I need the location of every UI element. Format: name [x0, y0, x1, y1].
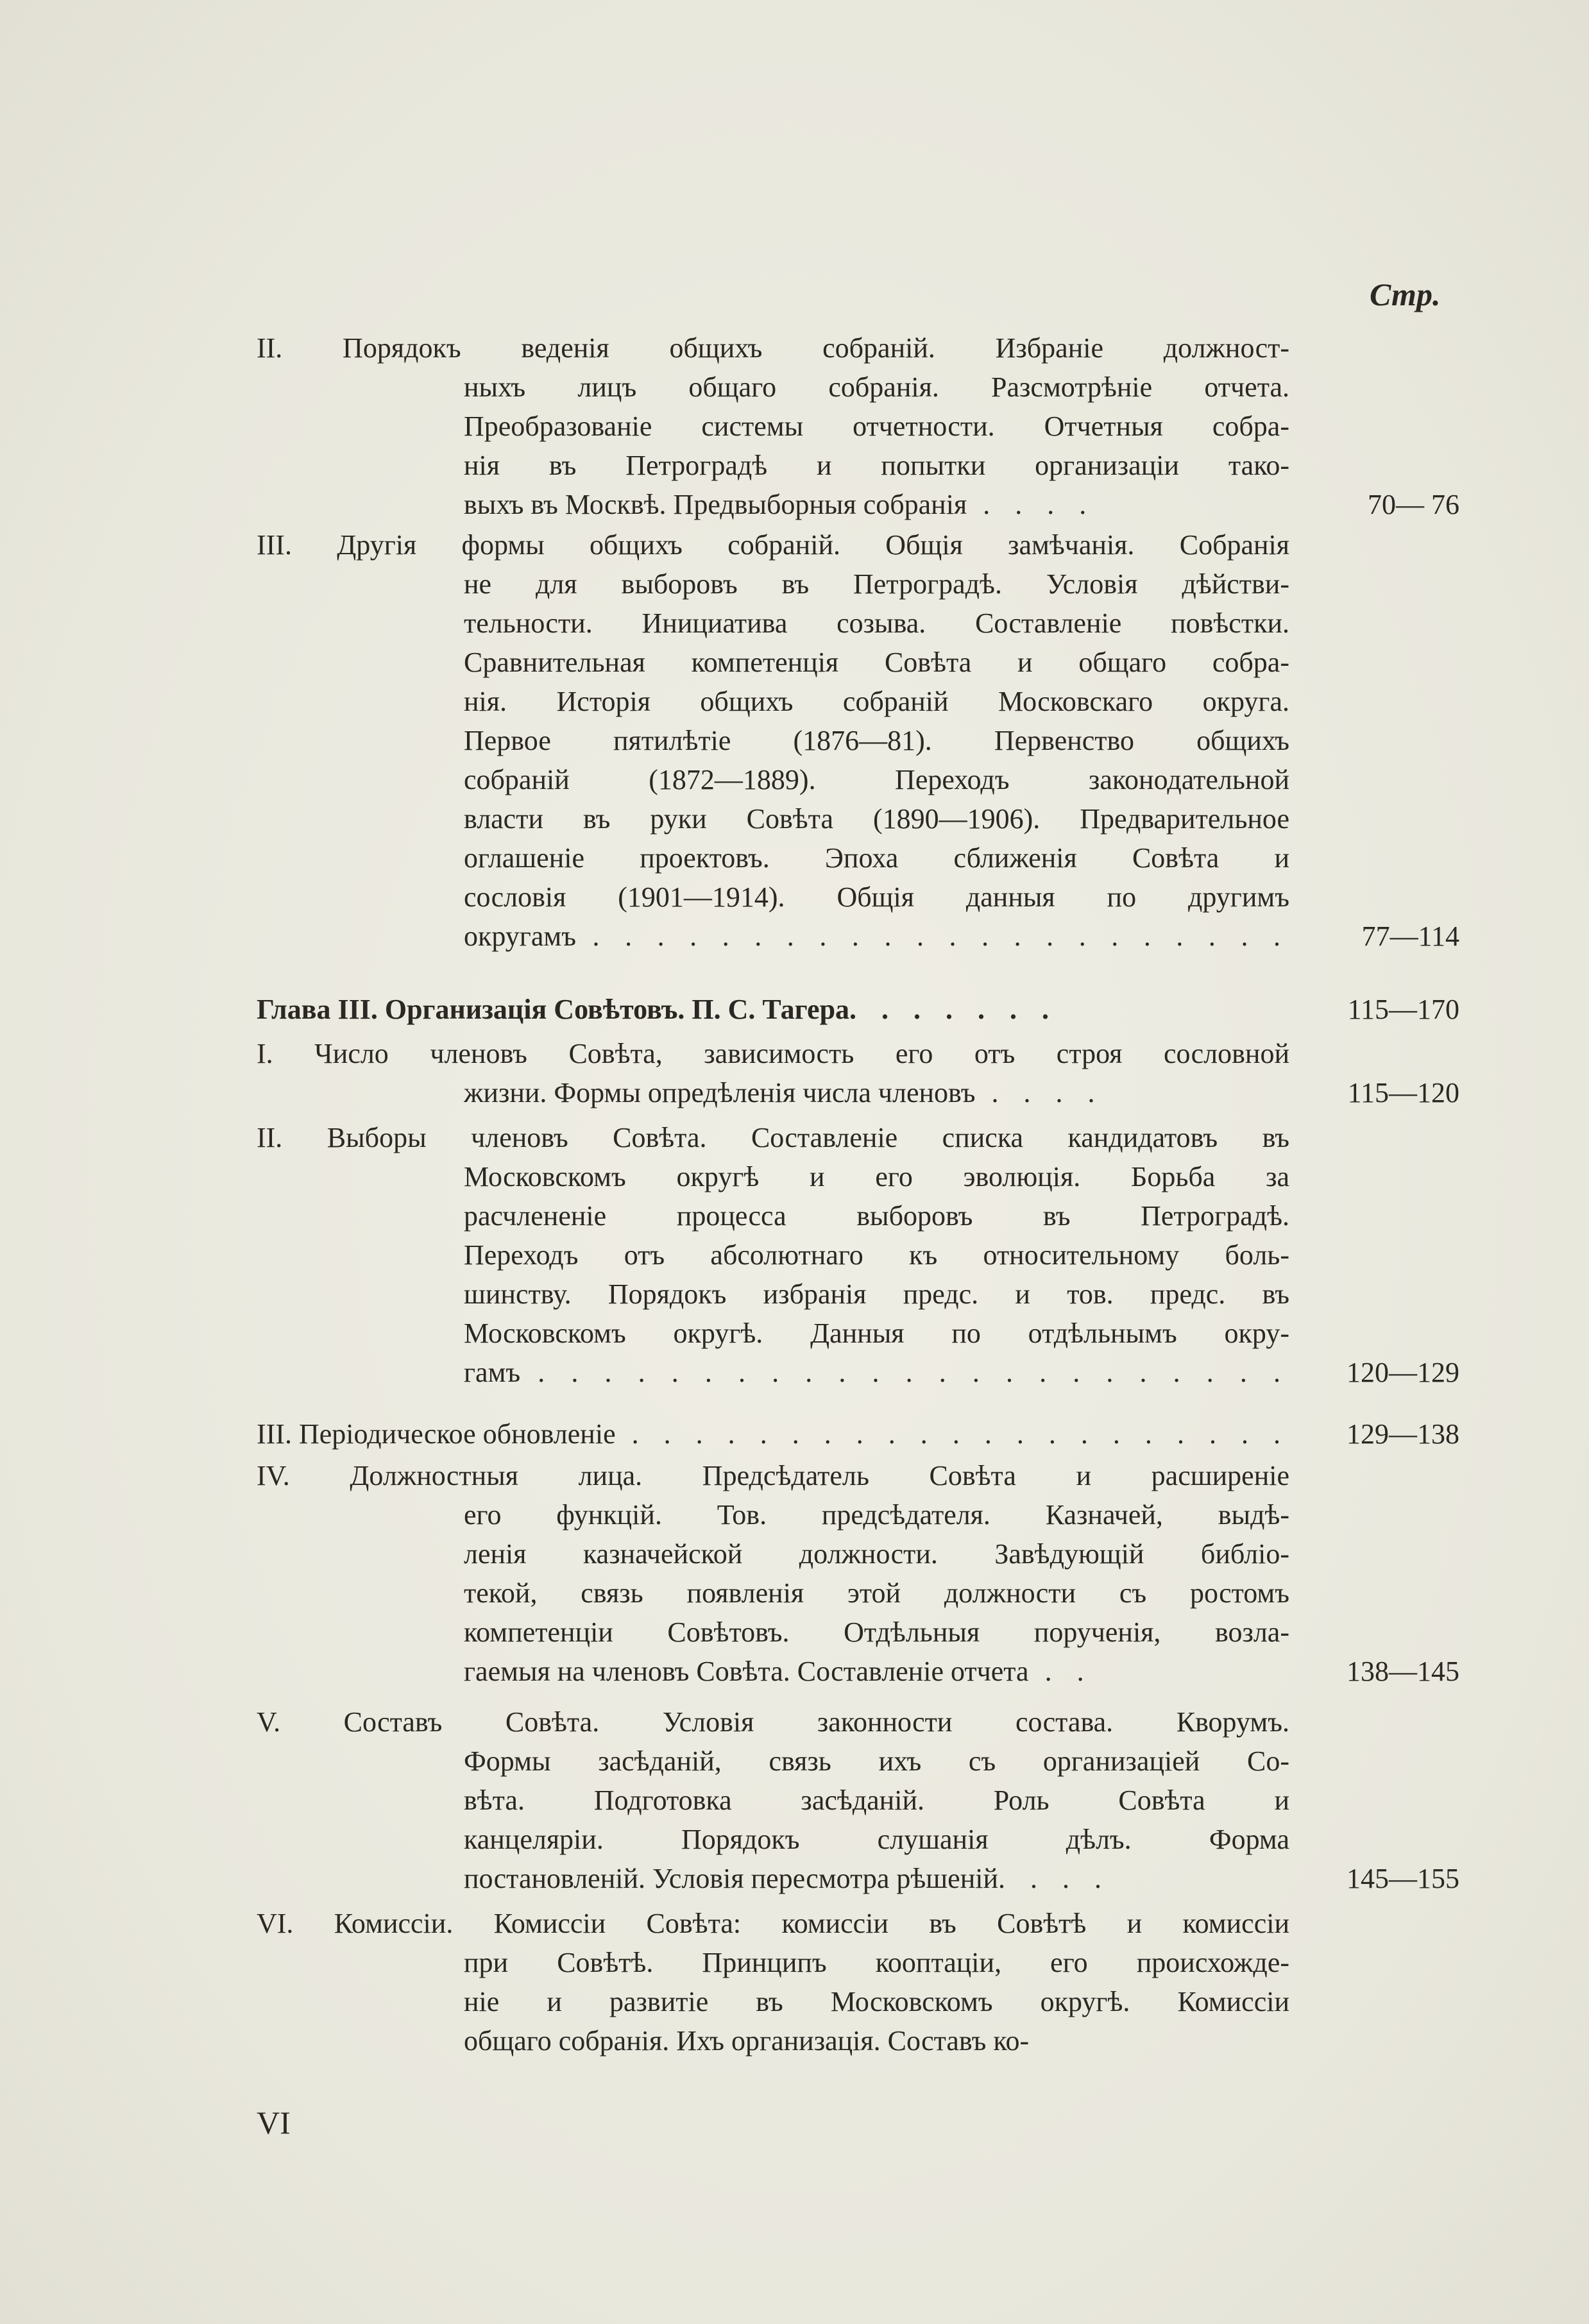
toc-line: [257, 799, 1459, 838]
entry-text: текой, связь появленія этой должности съ ростомъ: [464, 1577, 1289, 1609]
dot-leader: . . . . . . . . . . . . . . . . . . . . . .: [592, 920, 1289, 952]
toc-line: [257, 682, 1459, 721]
toc-line: [257, 1781, 1459, 1820]
entry-text: расчлененіе процесса выборовъ въ Петроградѣ.: [464, 1200, 1289, 1232]
dot-leader: . . . . . . .: [849, 994, 1058, 1025]
entry-text: канцеляріи. Порядокъ слушанія дѣлъ. Форма: [464, 1824, 1289, 1855]
toc-line-text: [464, 446, 1289, 485]
page-range: 129—138: [1347, 1418, 1459, 1450]
dot-leader: . . . . . . . . . . . . . . . . . . . . . . .: [538, 1357, 1289, 1388]
toc-line-text: [257, 1904, 1289, 1943]
toc-line-text: [464, 1859, 1289, 1898]
toc-entry: [257, 1456, 1459, 1691]
entry-text: нія. Исторія общихъ собраній Московскаго округа.: [464, 686, 1289, 717]
toc-line: [257, 1157, 1459, 1196]
toc-line-text: [464, 564, 1289, 604]
toc-entry: [257, 328, 1459, 524]
entry-text: нія въ Петроградѣ и попытки организаціи тако-: [464, 450, 1289, 481]
dot-leader: . .: [1028, 1656, 1093, 1687]
toc-line-text: [464, 1742, 1289, 1781]
page-number-footer: VI: [257, 2105, 291, 2141]
toc-line: [257, 1859, 1459, 1898]
toc-entry: [257, 1702, 1459, 1898]
toc-line-text: [464, 1982, 1289, 2021]
toc-line-text: [464, 1275, 1289, 1314]
entry-text: вѣта. Подготовка засѣданій. Роль Совѣта и: [464, 1785, 1289, 1816]
entry-text: VI. Комиссіи. Комиссіи Совѣта: комиссіи въ Совѣтѣ и комиссіи: [257, 1908, 1289, 1939]
toc-line: [257, 368, 1459, 407]
entry-text: не для выборовъ въ Петроградѣ. Условія дѣйстви-: [464, 568, 1289, 600]
toc-entry: [257, 1904, 1459, 2060]
toc-line: [257, 1196, 1459, 1235]
entry-text: Сравнительная компетенція Совѣта и общаго собра-: [464, 647, 1289, 678]
toc-line-text: [464, 1314, 1289, 1353]
toc-line-text: [464, 1573, 1289, 1613]
entry-text: II. Порядокъ веденія общихъ собраній. Избраніе должност-: [257, 332, 1289, 364]
chapter-heading: [257, 990, 1459, 1029]
toc-line: [257, 643, 1459, 682]
entry-text: Московскомъ округѣ. Данныя по отдѣльнымъ окру-: [464, 1318, 1289, 1349]
toc-line: [257, 525, 1459, 564]
toc-line-text: [464, 407, 1289, 446]
page-column-header: Стр.: [1370, 276, 1441, 312]
entry-text: Переходъ отъ абсолютнаго къ относительному боль-: [464, 1239, 1289, 1271]
entry-text: при Совѣтѣ. Принципъ кооптаціи, его происхожде-: [464, 1947, 1289, 1978]
dot-leader: . . . .: [967, 489, 1096, 520]
toc-line-text: [464, 1613, 1289, 1652]
entry-text: гаемыя на членовъ Совѣта. Составленіе отчета: [464, 1656, 1029, 1687]
toc-entry: [257, 1118, 1459, 1392]
toc-line-text: [464, 1073, 1289, 1112]
entry-text: ныхъ лицъ общаго собранія. Разсмотрѣніе отчета.: [464, 371, 1289, 403]
toc-line-text: [464, 799, 1289, 838]
toc-line-text: [464, 1943, 1289, 1982]
entry-text: сословія (1901—1914). Общія данныя по другимъ: [464, 881, 1289, 913]
toc-line-text: [464, 604, 1289, 643]
page-range: 120—129: [1347, 1357, 1459, 1388]
entry-text: шинству. Порядокъ избранія предс. и тов. предс. въ: [464, 1278, 1289, 1310]
entry-text: выхъ въ Москвѣ. Предвыборныя собранія: [464, 489, 967, 520]
toc-line: [257, 1353, 1459, 1392]
toc-line-text: [257, 1456, 1289, 1495]
entry-text: IV. Должностныя лица. Предсѣдатель Совѣта и расширеніе: [257, 1460, 1289, 1491]
dot-leader: . . . . . . . . . . . . . . . . . . . . .: [631, 1418, 1289, 1450]
toc-line-text: [464, 682, 1289, 721]
page-range: 138—145: [1347, 1656, 1459, 1687]
toc-line-text: [464, 1495, 1289, 1534]
toc-line: [257, 1904, 1459, 1943]
entry-text: оглашеніе проектовъ. Эпоха сближенія Совѣта и: [464, 842, 1289, 874]
toc-line-text: [464, 485, 1289, 524]
entry-text: III. Другія формы общихъ собраній. Общія замѣчанія. Собранія: [257, 529, 1289, 561]
page-range: 145—155: [1347, 1863, 1459, 1894]
toc-line-text: [464, 643, 1289, 682]
toc-line: [257, 990, 1459, 1029]
entry-text: III. Періодическое обновленіе: [257, 1418, 616, 1450]
toc-line: [257, 1652, 1459, 1691]
entry-text: II. Выборы членовъ Совѣта. Составленіе списка кандидатовъ въ: [257, 1122, 1289, 1153]
toc-line: [257, 328, 1459, 368]
toc-line: [257, 1742, 1459, 1781]
toc-line: [257, 446, 1459, 485]
toc-line: [257, 1456, 1459, 1495]
toc-line-text: [464, 1534, 1289, 1573]
entry-text: I. Число членовъ Совѣта, зависимость его отъ строя сословной: [257, 1038, 1289, 1069]
toc-line: [257, 917, 1459, 956]
toc-line-text: [257, 525, 1289, 564]
toc-entry: [257, 1414, 1459, 1454]
toc-line: [257, 1118, 1459, 1157]
toc-line-text: [464, 368, 1289, 407]
toc-line: [257, 485, 1459, 524]
entry-text: власти въ руки Совѣта (1890—1906). Предварительное: [464, 803, 1289, 835]
entry-text: округамъ: [464, 920, 576, 952]
entry-text: Формы засѣданій, связь ихъ съ организаціей Со-: [464, 1745, 1289, 1777]
entry-text: Первое пятилѣтіе (1876—81). Первенство общихъ: [464, 725, 1289, 756]
toc-line: [257, 878, 1459, 917]
toc-line-text: [464, 1235, 1289, 1275]
toc-line-text: [464, 721, 1289, 760]
toc-line-text: [464, 1781, 1289, 1820]
toc-line-text: [257, 990, 1289, 1029]
toc-line: [257, 1073, 1459, 1112]
toc-line: [257, 604, 1459, 643]
toc-line: [257, 1943, 1459, 1982]
toc-line: [257, 1414, 1459, 1454]
toc-line-text: [464, 2021, 1289, 2060]
toc-line: [257, 1034, 1459, 1073]
page-range: 77—114: [1361, 920, 1459, 952]
toc-line-text: [257, 1414, 1289, 1454]
dot-leader: . . . .: [975, 1077, 1104, 1108]
toc-line-text: [464, 917, 1289, 956]
toc-line-text: [257, 328, 1289, 368]
page-range: 115—170: [1347, 994, 1459, 1025]
toc-line-text: [464, 1353, 1289, 1392]
toc-entry: [257, 525, 1459, 956]
toc-line-text: [257, 1034, 1289, 1073]
toc-line-text: [464, 760, 1289, 799]
toc-line: [257, 1495, 1459, 1534]
entry-text: общаго собранія. Ихъ организація. Составъ ко-: [464, 2025, 1030, 2057]
toc-line: [257, 1314, 1459, 1353]
toc-line: [257, 1982, 1459, 2021]
page-range: 115—120: [1347, 1077, 1459, 1108]
toc-line: [257, 1534, 1459, 1573]
entry-text: Глава III. Организація Совѣтовъ. П. С. Тагера: [257, 994, 850, 1025]
entry-text: Преобразованіе системы отчетности. Отчетныя собра-: [464, 411, 1289, 442]
entry-text: постановленій. Условія пересмотра рѣшеній: [464, 1863, 999, 1894]
toc-line: [257, 1275, 1459, 1314]
toc-line: [257, 1820, 1459, 1859]
toc-line-text: [464, 1652, 1289, 1691]
toc-line: [257, 1235, 1459, 1275]
toc-line: [257, 1613, 1459, 1652]
dot-leader: . . . .: [998, 1863, 1111, 1894]
toc-line: [257, 760, 1459, 799]
toc-line: [257, 407, 1459, 446]
toc-line-text: [464, 838, 1289, 878]
entry-text: жизни. Формы опредѣленія числа членовъ: [464, 1077, 976, 1108]
entry-text: собраній (1872—1889). Переходъ законодательной: [464, 764, 1289, 795]
toc-line-text: [257, 1118, 1289, 1157]
entry-text: его функцій. Тов. предсѣдателя. Казначей, выдѣ-: [464, 1499, 1289, 1531]
entry-text: тельности. Инициатива созыва. Составленіе повѣстки.: [464, 607, 1289, 639]
entry-text: гамъ: [464, 1357, 521, 1388]
entry-text: V. Составъ Совѣта. Условія законности состава. Кворумъ.: [257, 1706, 1289, 1738]
toc-entry: [257, 1034, 1459, 1112]
entry-text: компетенціи Совѣтовъ. Отдѣльныя порученія, возла-: [464, 1616, 1289, 1648]
entry-text: ленія казначейской должности. Завѣдующій библіо-: [464, 1538, 1289, 1570]
entry-text: ніе и развитіе въ Московскомъ округѣ. Комиссіи: [464, 1986, 1289, 2017]
toc-line-text: [464, 1196, 1289, 1235]
toc-line-text: [464, 1157, 1289, 1196]
toc-line-text: [464, 878, 1289, 917]
toc-line: [257, 564, 1459, 604]
toc-line: [257, 1573, 1459, 1613]
page-range: 70— 76: [1368, 489, 1459, 520]
toc-line: [257, 838, 1459, 878]
toc-line: [257, 2021, 1459, 2060]
toc-line-text: [257, 1702, 1289, 1742]
toc-line: [257, 721, 1459, 760]
toc-line-text: [464, 1820, 1289, 1859]
toc-line: [257, 1702, 1459, 1742]
entry-text: Московскомъ округѣ и его эволюція. Борьба за: [464, 1161, 1289, 1192]
